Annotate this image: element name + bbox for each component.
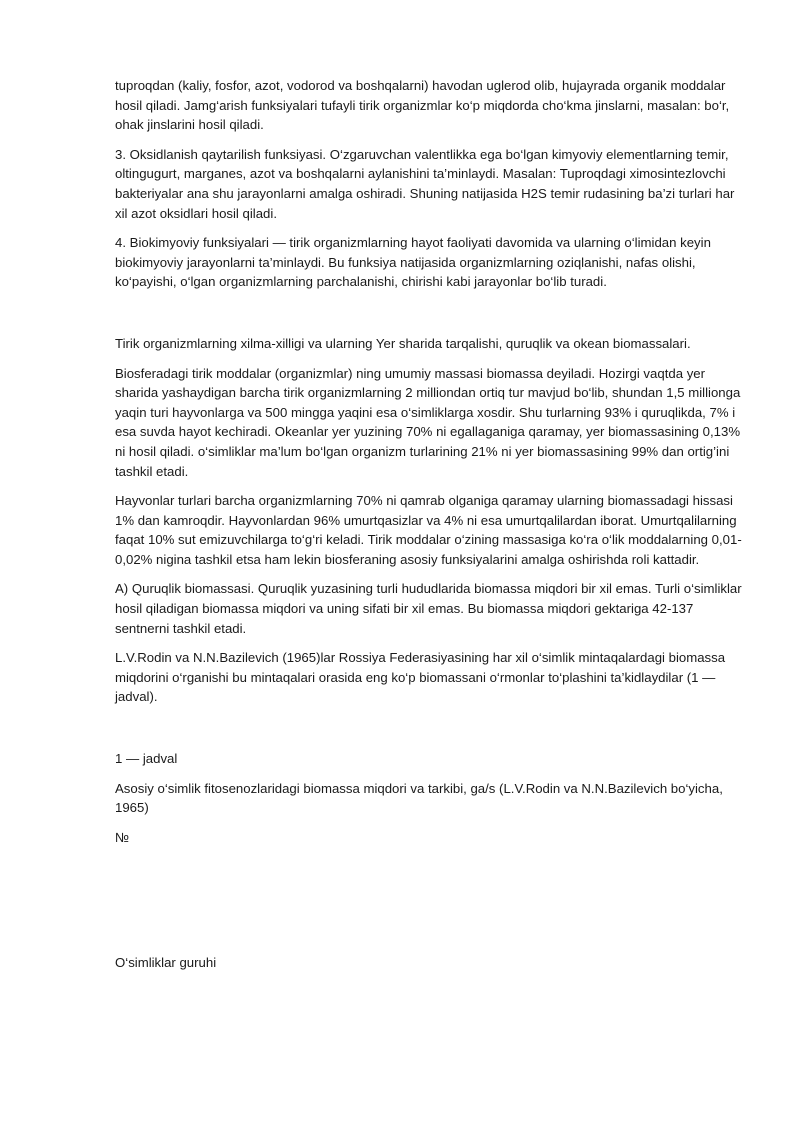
paragraph-accumulation-end: tuproqdan (kaliy, fosfor, azot, vodorod va boshqalarni) havodan uglerod olib, hujayrada organik moddalar hosil qiladi. Jamg‘arish funksiyalari tufayli tirik organizmlar ko‘p miqdorda cho‘kma jinslarni, masalan: bo‘r, ohak jinslarini hosil qiladi.: [115, 78, 730, 133]
document-page: [115, 76, 745, 973]
paragraph-land-biomass: A) Quruqlik biomassasi. Quruqlik yuzasining turli hududlarida biomassa miqdori bir xil emas. Turli o‘simliklar hosil qiladigan biomassa miqdori va uning sifati bir xil emas. Bu biomassa miqdori gektariga 42-137 sentnerni tashkil etadi.: [115, 581, 742, 636]
paragraph-biomass-definition: Biosferadagi tirik moddalar (organizmlar) ning umumiy massasi biomassa deyiladi. Hozirgi vaqtda yer sharida yashaydigan barcha tirik organizmlarning 2 milliondan ortiq tur mavjud bo‘lib, shundan 1,5 millionga yaqin turi hayvonlarga va 500 mingga yaqini esa o‘simliklarga xosdir. Shu turlarning 93% i quruqlikda, 7% i esa suvda hayot kechiradi. Okeanlar yer yuzining 70% ni egallaganiga qaramay, yer biomassasining 0,13% ni hosil qiladi. o‘simliklar ma’lum bo‘lgan organizm turlarining 21% ni yer biomassasining 99% dan ortig’ini tashkil etadi.: [115, 365, 741, 479]
paragraph-redox-function: 3. Oksidlanish qaytarilish funksiyasi. O‘zgaruvchan valentlikka ega bo‘lgan kimyoviy elementlarning temir, oltingugurt, marganes, azot va boshqalarni aylanishini ta’minlaydi. Masalan: Tuproqdagi ximosintezlovchi bakteriyalar ana shu jarayonlarni amalga oshiradi. Shuning natijasida H2S temir rudasining ba’zi turlari har xil azot oksidlari hosil qiladi.: [115, 146, 735, 221]
table-number-caption: 1 — jadval: [115, 751, 178, 767]
table-header-number: №: [115, 829, 130, 845]
table-title: Asosiy o‘simlik fitosenozlaridagi biomassa miqdori va tarkibi, ga/s (L.V.Rodin va N.N.Bazilevich bo‘yicha, 1965): [115, 780, 723, 816]
paragraph-rodin-bazilevich: L.V.Rodin va N.N.Bazilevich (1965)lar Rossiya Federasiyasining har xil o‘simlik mintaqalardagi biomassa miqdorini o‘rganishi bu mintaqalari orasida eng ko‘p biomassani o‘rmonlar to‘plashini ta’kidlaydilar (1 — jadval).: [115, 650, 726, 705]
paragraph-biochemical-function: 4. Biokimyoviy funksiyalari — tirik organizmlarning hayot faoliyati davomida va ularning o‘limidan keyin biokimyoviy jarayonlarni ta’minlaydi. Bu funksiya natijasida organizmlarning oziqlanishi, nafas olishi, ko‘payishi, o‘lgan organizmlarning parchalanishi, chirishi kabi jarayonlar bo‘lib turadi.: [115, 235, 711, 290]
table-header-plant-group: O‘simliklar guruhi: [115, 955, 217, 971]
paragraph-animal-species: Hayvonlar turlari barcha organizmlarning 70% ni qamrab olganiga qaramay ularning biomassadagi hissasi 1% dan kamroqdir. Hayvonlardan 96% umurtqasizlar va 4% ni esa umurtqalilardan iborat. Umurtqalilarning faqat 10% sut emizuvchilarga to‘g‘ri keladi. Tirik moddalar o‘zining massasiga ko‘ra o‘lik moddalarning 0,01-0,02% nigina tashkil etsa ham lekin biosferaning asosiy funksiyalarini amalga oshirishda roli kattadir.: [115, 493, 742, 567]
section-heading-biomass: Tirik organizmlarning xilma-xilligi va ularning Yer sharida tarqalishi, quruqlik va okean biomassalari.: [115, 335, 691, 351]
